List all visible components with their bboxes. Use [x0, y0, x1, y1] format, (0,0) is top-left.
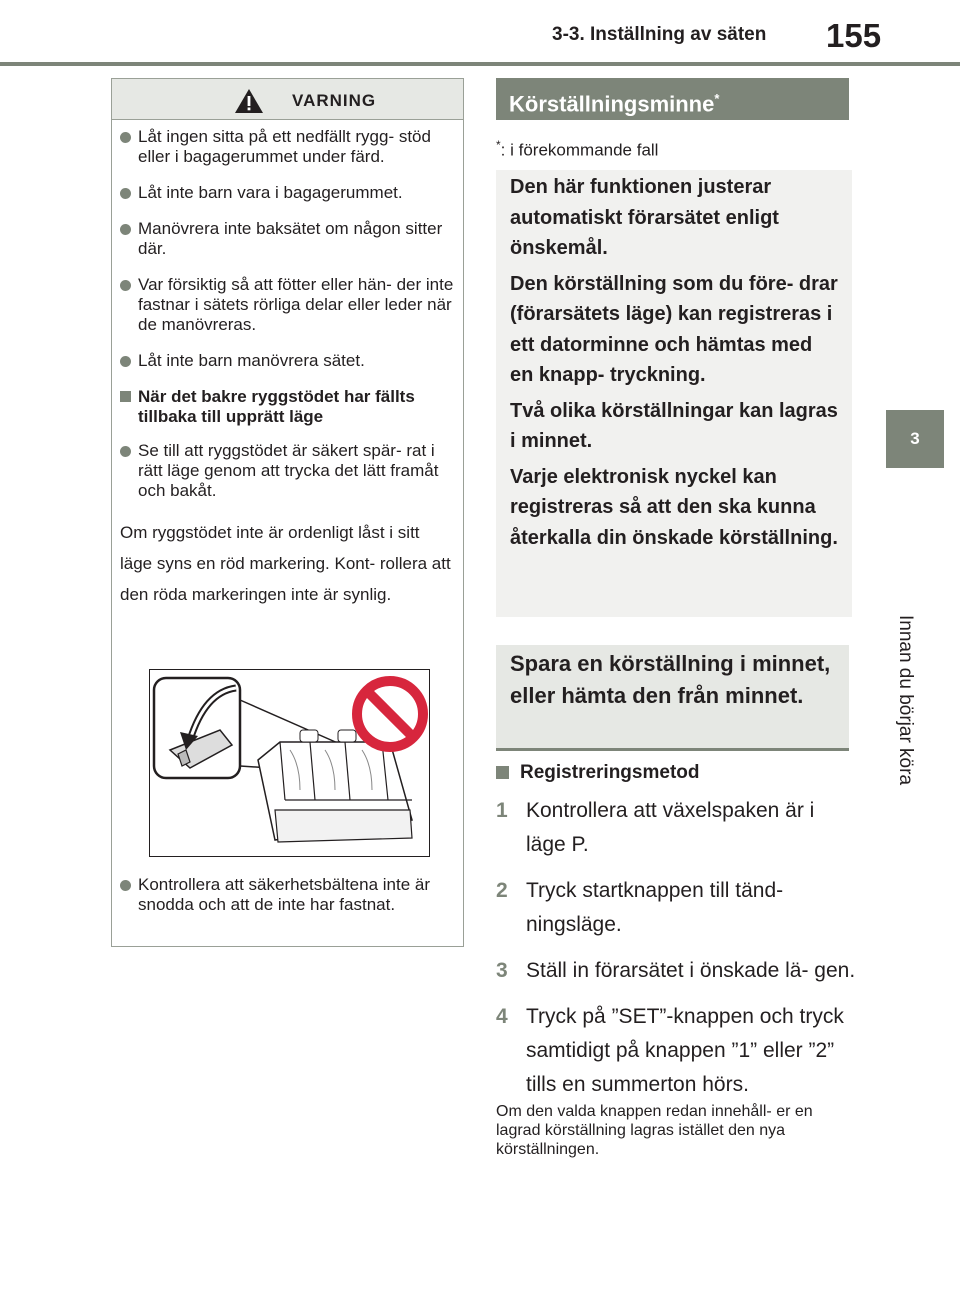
footnote-paragraph: Om den valda knappen redan innehåll- er en lagrad körställning lagras istället den nya körställningen.: [496, 1103, 813, 1158]
step-text: Tryck på ”SET”-knappen och tryck samtidigt på knappen ”1” eller ”2” tills en summerton hörs.: [526, 1005, 844, 1096]
warning-paragraph: Om ryggstödet inte är ordenligt låst i sitt läge syns en röd markering. Kont- rollera att den röda markeringen inte är synlig.: [120, 523, 451, 604]
step-number: 2: [496, 879, 508, 902]
step-text: Tryck startknappen till tänd- ningsläge.: [526, 879, 784, 936]
footnote-mark: *: [496, 138, 501, 152]
step-text: Ställ in förarsätet i önskade lä- gen.: [526, 959, 856, 982]
warning-item: Manövrera inte baksätet om någon sitter där.: [120, 219, 456, 259]
step-item: [496, 954, 856, 988]
intro-paragraph: Den här funktionen justerar automatiskt förarsätet enligt önskemål.: [510, 176, 779, 259]
warning-triangle-icon: [234, 88, 264, 114]
intro-paragraph: Varje elektronisk nyckel kan registreras så att den ska kunna återkalla din önskade körställning.: [510, 465, 838, 549]
chapter-number-tab: 3: [886, 410, 944, 468]
warning-header: [112, 79, 463, 120]
warning-item: Var försiktig så att fötter eller hän- der inte fastnar i sätets rörliga delar eller leder när de manövreras.: [120, 275, 456, 335]
memory-section-title-text: Körställningsminne: [509, 91, 715, 117]
warning-item: Kontrollera att säkerhetsbältena inte är snodda och att de inte har fastnat.: [120, 875, 474, 915]
page-number: 155: [826, 17, 882, 54]
warning-item: Se till att ryggstödet är säkert spär- rat i rätt läge genom att trycka det lätt framåt och bakåt.: [120, 441, 456, 501]
step-item: [496, 1000, 856, 1102]
step-item: [496, 874, 856, 942]
step-number: 4: [496, 1005, 508, 1028]
warning-body: [120, 127, 456, 630]
memory-intro-box: [496, 170, 852, 617]
save-section-title: Spara en körställning i minnet, eller hämta den från minnet.: [496, 645, 849, 751]
step-number: 1: [496, 799, 508, 822]
warning-item: Låt inte barn manövrera sätet.: [120, 351, 456, 371]
intro-paragraph: Två olika körställningar kan lagras i minnet.: [510, 399, 838, 452]
step-number: 3: [496, 959, 508, 982]
footnote-mark: *: [714, 91, 720, 106]
method-heading: Registreringsmetod: [496, 762, 699, 784]
warning-subheading: När det bakre ryggstödet har fällts tillbaka till upprätt läge: [120, 387, 456, 427]
step-item: [496, 794, 856, 862]
intro-paragraph: Den körställning som du före- drar (förarsätets läge) kan registreras i ett datorminne och hämtas med en knapp- tryckning.: [510, 272, 838, 386]
seat-lock-illustration: [150, 670, 428, 855]
running-header-title: 3-3. Inställning av säten: [552, 24, 767, 45]
warning-box: [111, 78, 464, 947]
header-rule: [0, 62, 960, 66]
footnote-text: : i förekommande fall: [500, 140, 659, 160]
warning-item: Låt ingen sitta på ett nedfällt rygg- stöd eller i bagagerummet under färd.: [120, 127, 456, 167]
footnote-note: [496, 138, 658, 161]
memory-section-title: [496, 78, 849, 120]
rear-seat-illustration: [149, 669, 430, 857]
step-text: Kontrollera att växelspaken är i läge P.: [526, 799, 815, 856]
chapter-title-tab: Innan du börjar köra: [895, 614, 916, 786]
warning-item: Låt inte barn vara i bagagerummet.: [120, 183, 456, 203]
warning-title: VARNING: [292, 91, 377, 110]
step-list: [496, 794, 856, 1114]
